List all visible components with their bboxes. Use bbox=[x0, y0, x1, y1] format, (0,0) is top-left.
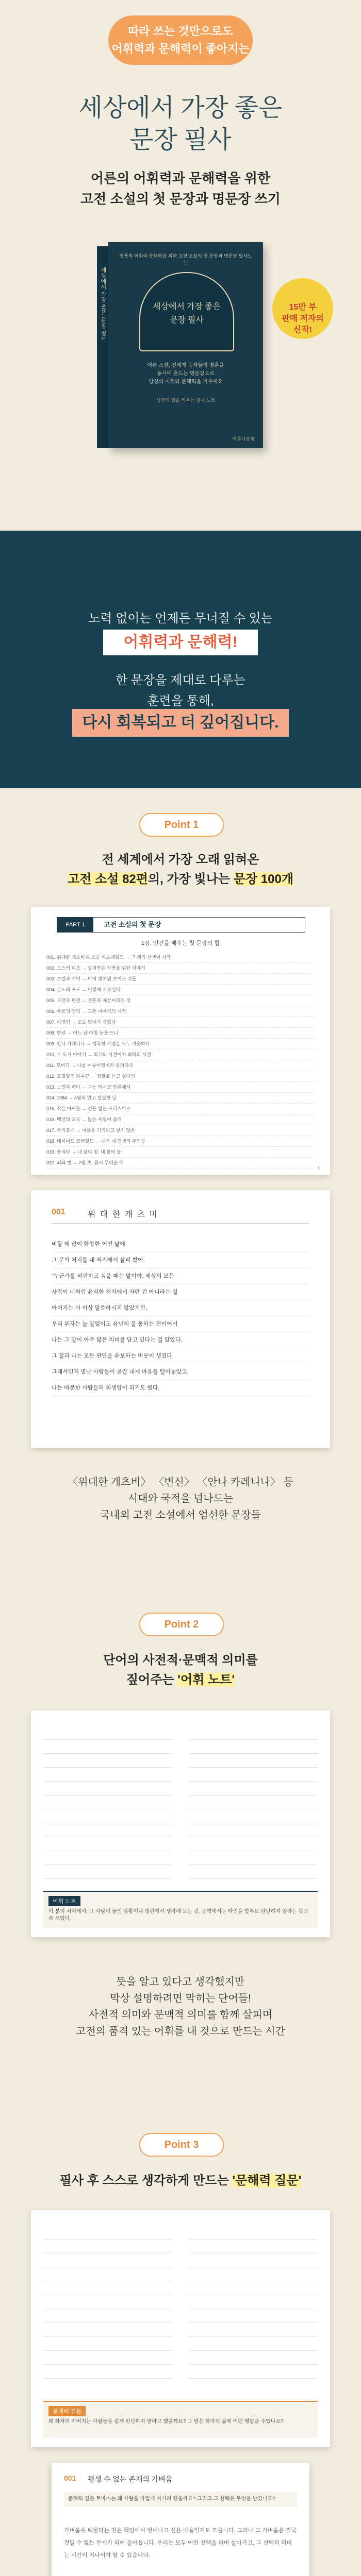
hero-badge-line1: 따라 쓰는 것만으로도 bbox=[128, 25, 233, 38]
book-publisher: 아름다운북 bbox=[232, 436, 255, 442]
toc-row: 010. 두 도시 이야기 → 최고의 시절이자 최악의 시절 bbox=[46, 1049, 315, 1060]
entry-line: 나는 따분한 사람들의 희생양이 되기도 했다. bbox=[52, 1380, 309, 1396]
point1-desc-2b: 의, 가장 빛나는 bbox=[147, 872, 234, 886]
point3-label: Point 3 bbox=[164, 2139, 199, 2150]
answer-card bbox=[52, 2463, 309, 2576]
question-box bbox=[43, 2401, 318, 2438]
hero-badge bbox=[108, 15, 253, 65]
intro-line-2: 한 문장을 제대로 다루는 bbox=[116, 673, 245, 687]
intro-line-1: 노력 없이는 언제든 무너질 수 있는 bbox=[88, 612, 273, 625]
point2-caption-1: 뜻을 알고 있다고 생각했지만 bbox=[116, 1976, 245, 1988]
toc-row: 001. 위대한 개츠비 F. 스콧 피츠제럴드 → 그 해의 선생이 시작 bbox=[46, 952, 315, 963]
intro-highlight-1-box bbox=[103, 630, 258, 655]
question-text: 왜 화자의 아버지는 사람들을 쉽게 판단하지 말라고 했을까요? 그 말은 화자의 삶에 어떤 영향을 주었나요? bbox=[48, 2419, 284, 2425]
toc-row: 016. 백년의 고독 → 많은 세월이 흘러 bbox=[46, 1114, 315, 1125]
point2-desc-2a: 짚어주는 bbox=[126, 1673, 178, 1687]
toc-page-number: 5 bbox=[317, 1165, 320, 1171]
answer-card-question: 문해력 질문 토마스는 왜 사랑을 가볍게 여기려 했을까요? 그리고 그 선택은 무엇을 남겼나요? bbox=[64, 2492, 297, 2507]
intro-section bbox=[0, 531, 361, 788]
question-left-lines bbox=[43, 2226, 172, 2391]
part-title: 고전 소설의 첫 문장 bbox=[104, 921, 161, 928]
toc-list bbox=[46, 952, 315, 1168]
toc-row: 019. 롤리타 → 내 삶의 빛, 내 몸의 불 bbox=[46, 1147, 315, 1158]
hero-subtitle-1: 어른의 어휘력과 문해력을 위한 bbox=[90, 171, 271, 186]
toc-row: 007. 이방인 → 오늘 엄마가 죽었다 bbox=[46, 1017, 315, 1028]
point1-caption-3: 국내외 고전 소설에서 엄선한 문장들 bbox=[100, 1510, 261, 1521]
hero-badge-line2: 어휘력과 문해력이 좋아지는 bbox=[111, 42, 250, 55]
entry-line: 나는 그 말이 아주 많은 의미를 담고 있다는 걸 알았다. bbox=[52, 1332, 309, 1348]
point3-desc bbox=[0, 2170, 361, 2188]
sticker-text: 15만 부 판매 저자의 신작! bbox=[282, 303, 324, 334]
entry-line: 그래서인지 별난 사람들이 곧잘 내게 마음을 털어놓았고, bbox=[52, 1364, 309, 1380]
entry-page bbox=[31, 1190, 330, 1448]
point3-section bbox=[0, 2123, 361, 2576]
entry-line: 그 결과 나는 모든 판단을 유보하는 버릇이 생겼다. bbox=[52, 1348, 309, 1364]
intro-highlight-2-box bbox=[72, 709, 289, 737]
entry-line: 그 분의 처지를 내 처지에서 살펴 봤어. bbox=[52, 1252, 309, 1268]
point2-desc-2 bbox=[0, 1669, 361, 1687]
toc-row: 009. 안나 카레니나 → 행복한 가정은 모두 비슷하다 bbox=[46, 1039, 315, 1049]
point3-label-box bbox=[139, 2133, 224, 2157]
entry-line: "누군가를 비판하고 싶을 때는 말이야, 세상의 모든 bbox=[52, 1268, 309, 1284]
toc-row: 017. 돈키호테 → 이름을 기억하고 싶지 않은 bbox=[46, 1125, 315, 1136]
question-right-lines bbox=[189, 2226, 318, 2391]
vocab-note-text: 이 분의 처지에서: 그 사람이 놓인 상황이나 형편에서 생각해 보는 것. 문맥에서는 타인을 함부로 판단하지 말라는 뜻으로 쓰였다. bbox=[48, 1909, 309, 1922]
question-label: 문해력 질문 bbox=[48, 2406, 86, 2416]
intro-highlight-1: 어휘력과 문해력! bbox=[123, 634, 238, 651]
book-spine bbox=[97, 246, 108, 448]
intro-line-3: 훈련을 통해, bbox=[147, 694, 214, 708]
entry-number: 001 bbox=[52, 1208, 65, 1216]
hero-title: 세상에서 가장 좋은 bbox=[78, 94, 283, 122]
point3-desc-a: 필사 후 스스로 생각하게 만드는 bbox=[59, 2174, 233, 2188]
point1-desc-2c: 문장 100개 bbox=[233, 872, 293, 886]
entry-line: 아버지는 더 이상 말씀하시지 않았지만, bbox=[52, 1300, 309, 1316]
toc-row: 012. 호밀밭의 파수꾼 → 정말로 듣고 싶다면 bbox=[46, 1071, 315, 1082]
toc-row: 005. 오만과 편견 → 결혼과 재산이라는 것 bbox=[46, 995, 315, 1006]
answer-card-body: 가벼움을 택한다는 것은 책임에서 벗어나고 싶은 마음일지도 모릅니다. 그러나 그 가벼움은 결국 견딜 수 없는 무게가 되어 돌아옵니다. 우리는 모두 어떤 선택을 하며 살아가고, 그 선택의 의미는 시간이 지나서야 알 수 있습니다. bbox=[64, 2528, 297, 2558]
vocab-right-lines bbox=[189, 1726, 318, 1880]
toc-row: 002. 도스키 피츠 → 상처받은 자만을 위한 이야기 bbox=[46, 963, 315, 974]
bestseller-sticker bbox=[272, 278, 333, 339]
vocab-note-box bbox=[43, 1891, 318, 1928]
point2-label-box bbox=[139, 1613, 224, 1636]
toc-row: 011. 모비딕 → 나를 이슈마엘이라 불러다오 bbox=[46, 1060, 315, 1071]
book-desc-1: 어른 소설, 전세계 독자들의 영혼을 bbox=[147, 363, 224, 368]
toc-row: 014. 1984 → 4월의 맑고 쌀쌀한 날 bbox=[46, 1093, 315, 1104]
point1-label: Point 1 bbox=[164, 819, 199, 831]
vocab-page bbox=[31, 1710, 330, 1937]
entry-line: 비할 데 없이 화창한 어떤 날에 bbox=[52, 1236, 309, 1252]
point2-label: Point 2 bbox=[164, 1619, 199, 1630]
toc-row: 003. 조얼과 거미 → 마치 빛처럼 보이는 것들 bbox=[46, 974, 315, 985]
point1-section bbox=[0, 788, 361, 1602]
hero-section bbox=[0, 0, 361, 531]
book-title-2: 문장 필사 bbox=[170, 316, 204, 325]
toc-row: 015. 작은 아씨들 → 선물 없는 크리스마스 bbox=[46, 1104, 315, 1114]
answer-card-number: 001 bbox=[64, 2474, 76, 2482]
hero-subtitle-2: 고전 소설의 첫 문장과 명문장 쓰기 bbox=[80, 191, 281, 207]
book-title-1: 세상에서 가장 좋은 bbox=[153, 302, 221, 311]
point1-caption-2: 시대와 국적을 넘나드는 bbox=[127, 1493, 234, 1504]
toc-row: 013. 노인과 바다 → 그는 멕시코 만류에서 bbox=[46, 1082, 315, 1093]
answer-card-title: 평생 수 없는 존재의 가벼움 bbox=[88, 2475, 173, 2483]
vocab-note-label: 어휘 노트 bbox=[48, 1896, 80, 1906]
part-header bbox=[57, 917, 305, 933]
entry-line: 사람이 너처럼 유리한 처지에서 자란 건 아니라는 걸 bbox=[52, 1284, 309, 1300]
point1-caption-1: 〈위대한 개츠비〉 〈변신〉 〈안나 카레니나〉 등 bbox=[68, 1477, 293, 1488]
entry-divider bbox=[52, 1223, 309, 1224]
intro-highlight-2: 다시 회복되고 더 깊어집니다. bbox=[82, 714, 279, 731]
book-frame bbox=[139, 272, 234, 351]
point1-label-box bbox=[139, 813, 224, 837]
toc-page bbox=[31, 907, 330, 1175]
book-spine-text: 세상에서 가장 좋은 문장 필사 bbox=[100, 267, 106, 342]
point2-section bbox=[0, 1602, 361, 2123]
point2-desc-2b: '어휘 노트' bbox=[177, 1673, 235, 1687]
part-label: PART 1 bbox=[57, 918, 93, 932]
point2-caption-4: 고전의 품격 있는 어휘를 내 것으로 만드는 시간 bbox=[76, 2026, 285, 2037]
entry-text bbox=[52, 1236, 309, 1396]
point2-caption-3: 사전적 의미와 문맥적 의미를 함께 살피며 bbox=[88, 2009, 273, 2021]
point1-desc-2a: 고전 소설 82편 bbox=[68, 872, 148, 886]
point1-desc-1: 전 세계에서 가장 오래 읽혀온 bbox=[102, 853, 259, 867]
entry-title: 위 대 한 개 츠 비 bbox=[88, 1210, 158, 1219]
question-page bbox=[31, 2210, 330, 2447]
toc-row: 008. 변신 → 어느 날 아침 눈을 뜨니 bbox=[46, 1028, 315, 1039]
book-front bbox=[108, 242, 263, 448]
point3-desc-b: '문해력 질문' bbox=[232, 2174, 302, 2188]
point2-desc-1: 단어의 사전적·문맥적 의미를 bbox=[103, 1653, 258, 1667]
book-foot: 생각의 힘을 키우는 필사 노트 bbox=[156, 398, 216, 403]
book-cover bbox=[100, 242, 263, 448]
vocab-left-lines bbox=[43, 1726, 172, 1880]
toc-row: 004. 분노의 포도 → 이렇게 시작된다 bbox=[46, 985, 315, 995]
toc-row: 018. 데이비드 코퍼필드 → 내가 내 인생의 주인공 bbox=[46, 1136, 315, 1147]
book-top-text: 명품의 어휘와 문해력을 위한 고전 소설의 첫 문장과 명문장 필사노트 bbox=[119, 253, 252, 265]
entry-line: 우리 부자는 늘 말없이도 유난히 잘 통하는 편이어서 bbox=[52, 1316, 309, 1332]
toc-row: 020. 죄와 벌 → 7월 초, 몹시 무더운 때 bbox=[46, 1158, 315, 1168]
book-desc-2: 동시에 흔드는 명문장으로 bbox=[157, 371, 215, 377]
point2-caption-2: 막상 설명하려면 막히는 단어들! bbox=[110, 1993, 251, 2004]
toc-row: 006. 폭풍의 언덕 → 모든 이야기의 시작 bbox=[46, 1006, 315, 1017]
book-desc-3: 당신의 어휘와 문해력을 키우세요 bbox=[149, 379, 223, 385]
section-title: 1장. 인간을 배우는 첫 문장의 힘 bbox=[141, 940, 220, 946]
hero-title-2: 문장 필사 bbox=[129, 126, 232, 154]
point1-desc-2 bbox=[0, 869, 361, 887]
